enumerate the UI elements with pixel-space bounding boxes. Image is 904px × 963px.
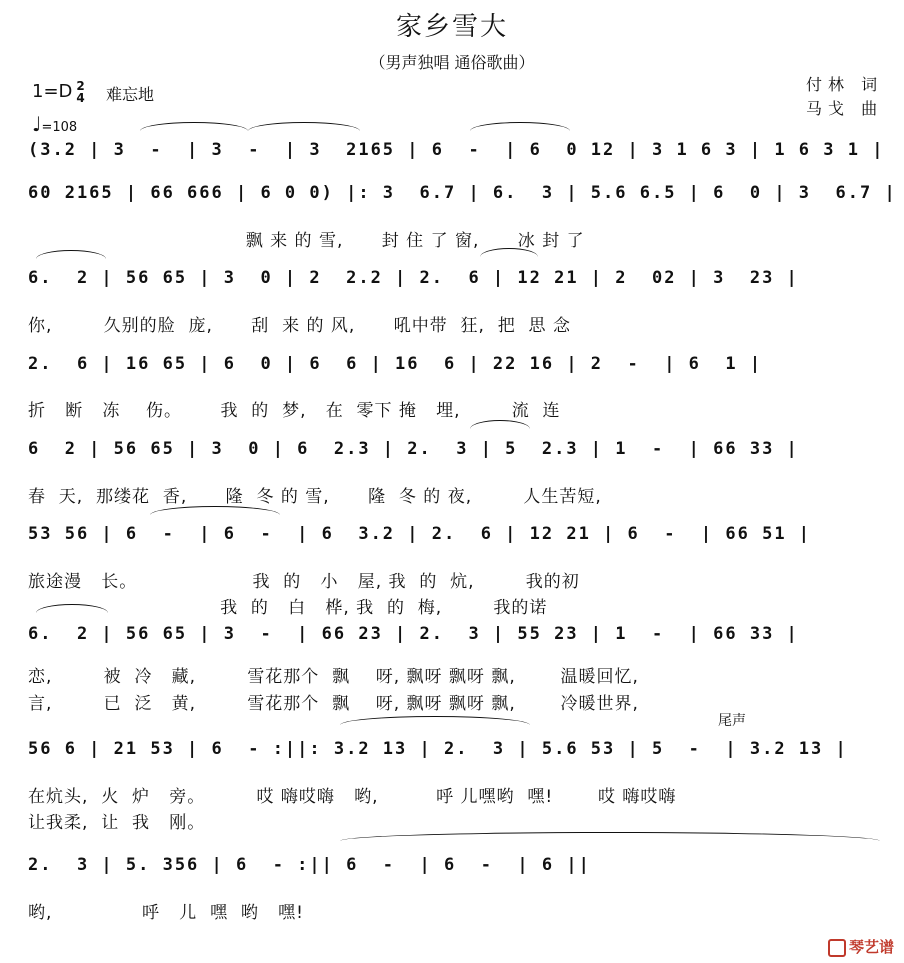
lyric-row-7-verse-1: 恋, 被 冷 藏, 雪花那个 飘 呀, 飘呀 飘呀 飘, 温暖回忆,	[28, 667, 639, 687]
lyric-row-8-verse-1: 在炕头, 火 炉 旁。 哎 嗨哎嗨 哟, 呼 儿嘿哟 嘿! 哎 嗨哎嗨	[28, 787, 677, 807]
tie-arc	[140, 122, 248, 131]
expression-mark: 难忘地	[106, 85, 155, 104]
logo-icon	[828, 939, 846, 957]
tie-arc	[340, 716, 530, 725]
key-signature	[32, 80, 89, 104]
lyric-row-8-verse-2: 让我柔, 让 我 刚。	[28, 813, 206, 833]
tie-arc	[36, 250, 106, 259]
tempo-mark	[32, 112, 77, 136]
lyric-row-2: 飘 来 的 雪, 封 住 了 窗, 冰 封 了	[28, 231, 585, 251]
lyric-row-4: 折 断 冻 伤。 我 的 梦, 在 零下 掩 埋, 流 连	[28, 401, 561, 421]
key-tonic: 1=D	[32, 81, 73, 102]
tie-arc	[470, 420, 530, 429]
lyric-row-6-verse-1: 旅途漫 长。 我 的 小 屋, 我 的 炕, 我的初	[28, 572, 580, 592]
notation-row-6: 53 56 | 6 - | 6 - | 6 3.2 | 2. 6 | 12 21 | 6 - | 66 51 |	[28, 524, 812, 544]
coda-mark: 尾声	[718, 713, 746, 729]
tempo-value: =108	[41, 120, 78, 135]
tie-arc	[150, 506, 280, 515]
lyric-row-7-verse-2: 言, 已 泛 黄, 雪花那个 飘 呀, 飘呀 飘呀 飘, 冷暖世界,	[28, 694, 639, 714]
lyric-row-3: 你, 久别的脸 庞, 刮 来 的 风, 吼中带 狂, 把 思 念	[28, 316, 571, 336]
notation-row-5: 6 2 | 56 65 | 3 0 | 6 2.3 | 2. 3 | 5 2.3 | 1 - | 66 33 |	[28, 439, 799, 459]
tie-arc	[340, 832, 880, 841]
time-bottom: 4	[76, 91, 85, 105]
tie-arc	[248, 122, 360, 131]
lyric-row-6-verse-2: 我 的 白 桦, 我 的 梅, 我的诺	[28, 598, 548, 618]
notation-row-3: 6. 2 | 56 65 | 3 0 | 2 2.2 | 2. 6 | 12 21 | 2 02 | 3 23 |	[28, 268, 799, 288]
site-logo	[828, 936, 894, 957]
notation-row-7: 6. 2 | 56 65 | 3 - | 66 23 | 2. 3 | 55 23 | 1 - | 66 33 |	[28, 624, 799, 644]
lyricist-credit: 付林 词	[806, 75, 884, 94]
lyric-row-9: 哟, 呼 儿 嘿 哟 嘿!	[28, 903, 304, 923]
lyric-row-5: 春 天, 那缕花 香, 隆 冬 的 雪, 隆 冬 的 夜, 人生苦短,	[28, 487, 602, 507]
tie-arc	[470, 122, 570, 131]
logo-text: 琴艺谱	[848, 938, 894, 956]
notation-row-1: (3.2 | 3 - | 3 - | 3 2165 | 6 - | 6 0 12 | 3 1 6 3 | 1 6 3 1 |	[28, 140, 885, 160]
time-signature	[76, 80, 84, 104]
composer-credit: 马戈 曲	[806, 99, 884, 118]
song-subtitle: （男声独唱 通俗歌曲）	[369, 53, 535, 72]
time-top: 2	[76, 79, 85, 93]
song-title: 家乡雪大	[395, 12, 508, 42]
quarter-note-icon: ♩	[32, 112, 42, 136]
notation-row-4: 2. 6 | 16 65 | 6 0 | 6 6 | 16 6 | 22 16 | 2 - | 6 1 |	[28, 354, 763, 374]
notation-row-8: 56 6 | 21 53 | 6 - :||: 3.2 13 | 2. 3 | 5.6 53 | 5 - | 3.2 13 |	[28, 739, 848, 759]
notation-row-9: 2. 3 | 5. 356 | 6 - :|| 6 - | 6 - | 6 ||	[28, 855, 591, 875]
notation-row-2: 60 2165 | 66 666 | 6 0 0) |: 3 6.7 | 6. 3 | 5.6 6.5 | 6 0 | 3 6.7 |	[28, 183, 897, 203]
